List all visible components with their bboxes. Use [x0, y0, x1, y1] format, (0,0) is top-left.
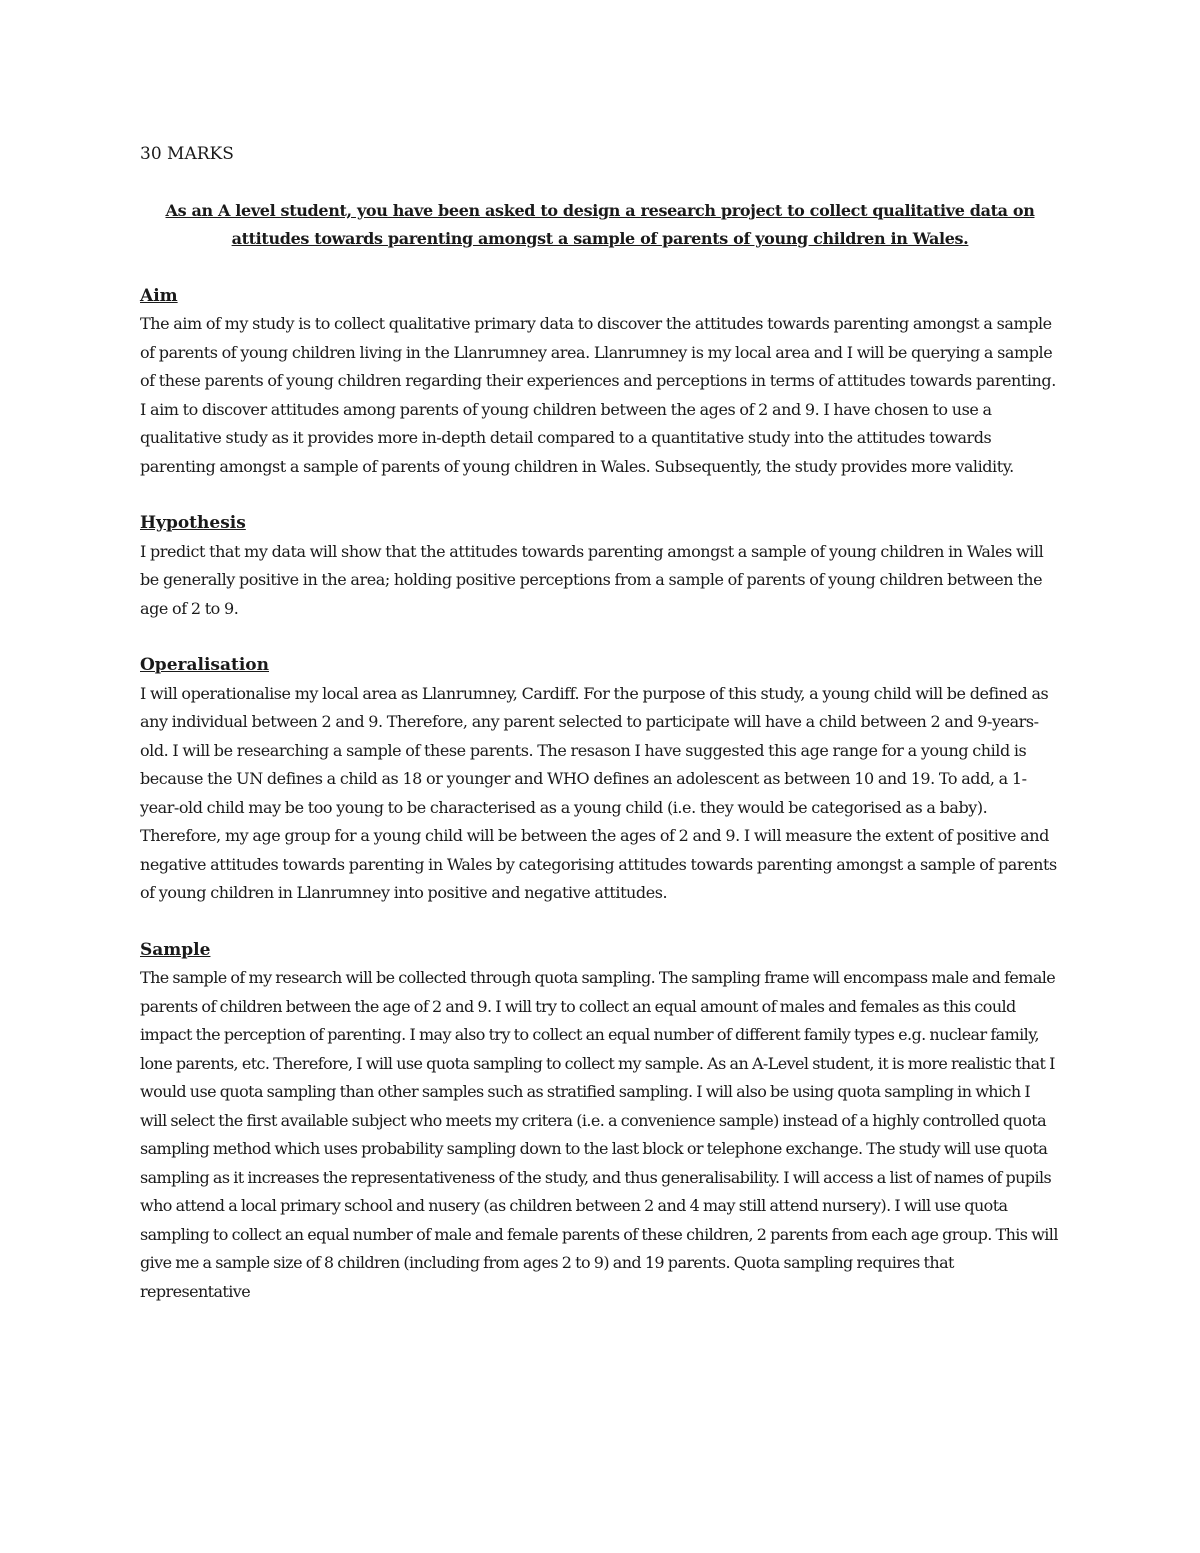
section-body-sample: The sample of my research will be collected through quota sampling. The sampling frame will encompass male and female parents of children between the age of 2 and 9. I will try to collect an equal amount of males and females as this could impact the perception of parenting. I may also try to collect an equal number of different family types e.g. nuclear family, lone parents, etc. Therefore, I will use quota sampling to collect my sample. As an A-Level student, it is more realistic that I would use quota sampling than other samples such as stratified sampling. I will also be using quota sampling in which I will select the first available subject who meets my critera (i.e. a convenience sample) instead of a highly controlled quota sampling method which uses probability sampling down to the last block or telephone exchange. The study will use quota sampling as it increases the representativeness of the study, and thus generalisability. I will access a list of names of pupils who attend a local primary school and nusery (as children between 2 and 4 may still attend nursery). I will use quota sampling to collect an equal number of male and female parents of these children, 2 parents from each age group. This will give me a sample size of 8 children (including from ages 2 to 9) and 19 parents. Quota sampling requires that representative: [140, 968, 1058, 1301]
section-heading-sample: Sample: [140, 939, 211, 960]
marks-label: 30 MARKS: [140, 144, 234, 164]
section-body-operalisation: I will operationalise my local area as Llanrumney, Cardiff. For the purpose of this study, a young child will be defined as any individual between 2 and 9. Therefore, any parent selected to participate will have a child between 2 and 9-years-old. I will be researching a sample of these parents. The resason I have suggested this age range for a young child is because the UN defines a child as 18 or younger and WHO defines an adolescent as between 10 and 19. To add, a 1-year-old child may be too young to be characterised as a young child (i.e. they would be categorised as a baby). Therefore, my age group for a young child will be between the ages of 2 and 9. I will measure the extent of positive and negative attitudes towards parenting in Wales by categorising attitudes towards parenting amongst a sample of parents of young children in Llanrumney into positive and negative attitudes.: [140, 683, 1057, 902]
question-title: As an A level student, you have been asked to design a research project to collect qualitative data on attitudes towards parenting amongst a sample of parents of young children in Wales.: [165, 200, 1035, 248]
section-hypothesis: [140, 509, 1060, 623]
section-aim: [140, 282, 1060, 482]
section-body-aim: The aim of my study is to collect qualitative primary data to discover the attitudes towards parenting amongst a sample of parents of young children living in the Llanrumney area. Llanrumney is my local area and I will be querying a sample of these parents of young children regarding their experiences and perceptions in terms of attitudes towards parenting. I aim to discover attitudes among parents of young children between the ages of 2 and 9. I have chosen to use a qualitative study as it provides more in-depth detail compared to a quantitative study into the attitudes towards parenting amongst a sample of parents of young children in Wales. Subsequently, the study provides more validity.: [140, 314, 1056, 476]
document-page: [140, 140, 1060, 1306]
section-sample: [140, 936, 1060, 1307]
section-operalisation: [140, 651, 1060, 908]
section-body-hypothesis: I predict that my data will show that the attitudes towards parenting amongst a sample of young children in Wales will be generally positive in the area; holding positive perceptions from a sample of parents of young children between the age of 2 to 9.: [140, 541, 1044, 618]
section-heading-operalisation: Operalisation: [140, 655, 269, 675]
section-heading-aim: Aim: [140, 285, 178, 306]
section-heading-hypothesis: Hypothesis: [140, 513, 246, 533]
